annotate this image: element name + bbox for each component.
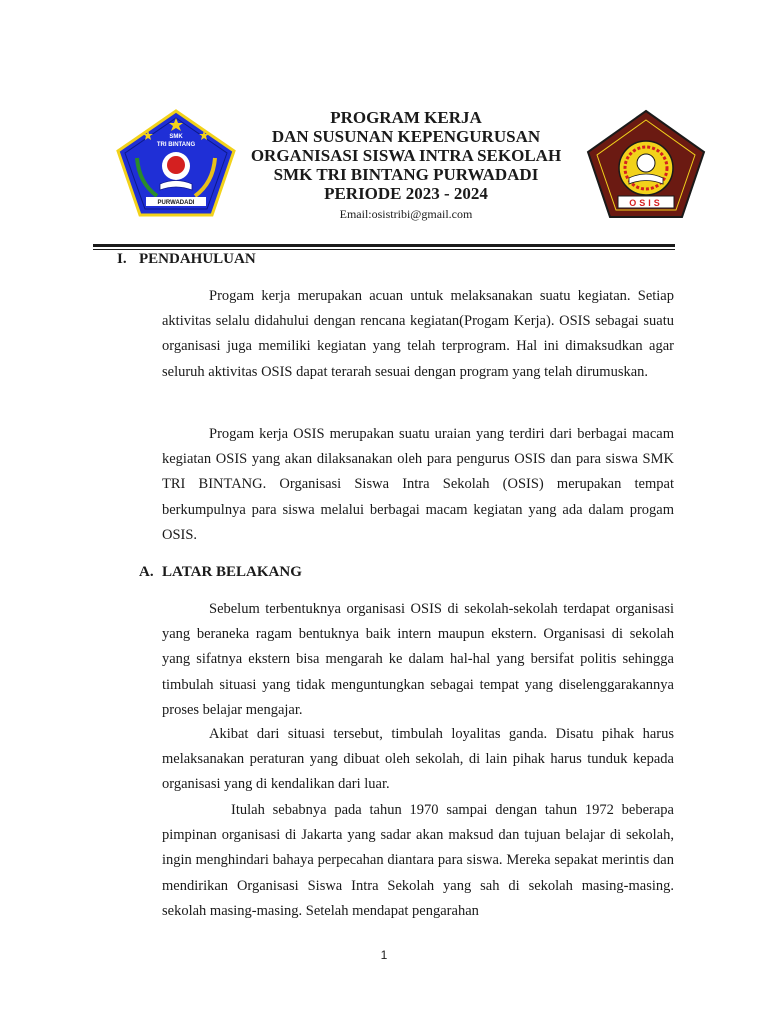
- section-number: I.: [117, 251, 127, 267]
- logo-text-osis: OSIS: [629, 198, 663, 208]
- title-line-1: PROGRAM KERJA: [330, 108, 482, 127]
- document-header: [236, 108, 576, 222]
- logo-text-tri-bintang: TRI BINTANG: [156, 142, 196, 148]
- osis-logo-icon: [585, 108, 707, 220]
- paragraph-latar-belakang-2: Akibat dari situasi tersebut, timbulah loyalitas ganda. Disatu pihak harus melaksanakan peraturan yang dibuat oleh sekolah, di lain pihak harus tunduk kepada organisasi yang di kendalikan dari luar.: [162, 726, 674, 793]
- header-divider-thick: [93, 244, 675, 247]
- section-heading-latar-belakang: [139, 563, 302, 581]
- paragraph-pendahuluan-1: Progam kerja merupakan acuan untuk melaksanakan suatu kegiatan. Setiap aktivitas selalu didahului dengan rencana kegiatan(Progam Kerja). OSIS sebagai suatu organisasi juga memiliki kegiatan yang telah terprogram. Hal ini dimaksudkan agar seluruh aktivitas OSIS dapat terarah sesuai dengan program yang telah dirumuskan.: [162, 288, 674, 380]
- logo-text-purwadadi: PURWADADI: [157, 200, 195, 206]
- title-line-5: PERIODE 2023 - 2024: [324, 184, 488, 203]
- title-line-4: SMK TRI BINTANG PURWADADI: [273, 165, 539, 184]
- section-heading-pendahuluan: [117, 250, 256, 268]
- header-email: Email:osistribi@gmail.com: [339, 207, 473, 221]
- paragraph-latar-belakang-1: Sebelum terbentuknya organisasi OSIS di sekolah-sekolah terdapat organisasi yang beraneka ragam bentuknya baik intern maupun ekstern. Organisasi di sekolah yang sifatnya ekstern bisa mengarah ke dalam hal-hal yang bersifat politis sehingga timbulah situasi yang tidak menguntungkan sebagai tempat yang diselenggarakannya proses belajar mengajar.: [162, 601, 674, 718]
- subsection-title: LATAR BELAKANG: [162, 564, 302, 580]
- paragraph-latar-belakang-3: Itulah sebabnya pada tahun 1970 sampai dengan tahun 1972 beberapa pimpinan organisasi di Jakarta yang sadar akan maksud dan tujuan belajar di sekolah, ingin menghindari bahaya perpecahan diantara para siswa. Mereka sepakat merintis dan mendirikan Organisasi Siswa Intra Sekolah yang sah di sekolah masing-masing. sekolah masing-masing. Setelah mendapat pengarahan: [162, 802, 674, 919]
- paragraph-pendahuluan-2: Progam kerja OSIS merupakan suatu uraian yang terdiri dari berbagai macam kegiatan OSIS yang akan dilaksanakan oleh para pengurus OSIS dan para siswa SMK TRI BINTANG. Organisasi Siswa Intra Sekolah (OSIS) merupakan tempat berkumpulnya para siswa melalui berbagai macam kegiatan yang ada dalam progam OSIS.: [162, 426, 674, 543]
- smk-tri-bintang-logo-icon: [115, 108, 237, 218]
- logo-text-smk: SMK: [169, 134, 183, 140]
- page-number: 1: [380, 948, 388, 962]
- subsection-number: A.: [139, 564, 154, 580]
- title-line-2: DAN SUSUNAN KEPENGURUSAN: [271, 127, 541, 146]
- section-title: PENDAHULUAN: [139, 251, 256, 267]
- title-line-3: ORGANISASI SISWA INTRA SEKOLAH: [250, 146, 562, 165]
